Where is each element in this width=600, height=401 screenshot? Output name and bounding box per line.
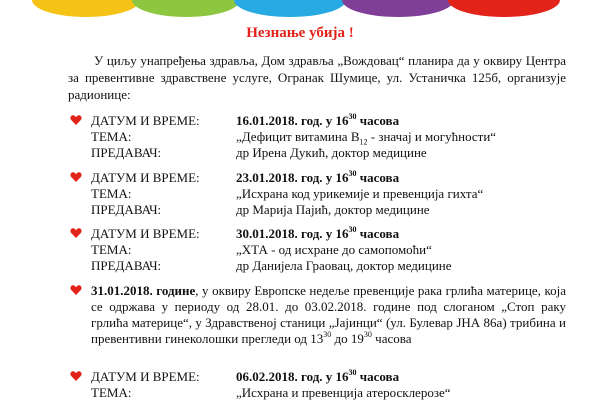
- green-blob: [132, 0, 240, 17]
- topic-label: ТЕМА:: [91, 186, 132, 201]
- session-lecturer: др Марија Пајић, доктор медицине: [236, 202, 430, 217]
- headline: Незнање убија !: [246, 25, 354, 41]
- purple-blob: [342, 0, 454, 17]
- session-topic: „ХТА - од исхране до самопомоћи“: [236, 242, 432, 257]
- date-time-label: ДАТУМ И ВРЕМЕ:: [91, 369, 200, 384]
- intro-paragraph: [68, 52, 566, 103]
- event-paragraph: [70, 283, 566, 347]
- heart-bullet-icon: [70, 114, 82, 126]
- intro-text: У циљу унапређења здравља, Дом здравља „Вождовац“ планира да у оквиру Центра за превентивне здравствене услуге, Огранак Шумице, ул. Устаничка 125б, организује радионице:: [68, 53, 566, 102]
- event-text: 31.01.2018. године, у оквиру Европске недеље превенције рака грлића материце, која се одржава у периоду од 28.01. до 03.02.2018. године под слоганом „Стоп раку грлића материце“, у Здравственој станици „Јајинци“ (ул. Булевар ЈНА 86а) трибина и превентивни гинеколошки прегледи од $13^{30}$ до $19^{30}$ часова: [91, 283, 566, 346]
- session-topic: „Исхрана код урикемије и превенција гихта“: [236, 186, 484, 201]
- topic-label: ТЕМА:: [91, 242, 132, 257]
- lecturer-label: ПРЕДАВАЧ:: [91, 202, 162, 217]
- topic-label: ТЕМА:: [91, 385, 132, 400]
- header-color-blobs: [0, 0, 600, 20]
- topic-label: ТЕМА:: [91, 129, 132, 144]
- date-time-label: ДАТУМ И ВРЕМЕ:: [91, 226, 200, 241]
- session-topic: „Исхрана и превенција атеросклерозе“: [236, 385, 451, 400]
- lecturer-label: ПРЕДАВАЧ:: [91, 145, 162, 160]
- heart-bullet-icon: [70, 370, 82, 382]
- session-lecturer: др Данијела Граовац, доктор медицине: [236, 258, 452, 273]
- session-date: 30.01.2018. год. у $16^{30}$ часова: [236, 224, 400, 241]
- session-lecturer: др Ирена Дукић, доктор медицине: [236, 145, 427, 160]
- session-date: 23.01.2018. год. у $16^{30}$ часова: [236, 168, 400, 185]
- session-date: 06.02.2018. год. у $16^{30}$ часова: [236, 367, 400, 384]
- session-topic: „Дефицит витамина $B_{12}$ - значај и могућности“: [236, 129, 497, 147]
- blue-blob: [234, 0, 346, 17]
- heart-bullet-icon: [70, 171, 82, 183]
- lecturer-label: ПРЕДАВАЧ:: [91, 258, 162, 273]
- event-date: 31.01.2018. године: [91, 283, 196, 298]
- yellow-blob: [32, 0, 140, 17]
- heart-bullet-icon: [70, 284, 82, 296]
- heart-bullet-icon: [70, 227, 82, 239]
- session-date: 16.01.2018. год. у $16^{30}$ часова: [236, 111, 400, 128]
- red-blob: [448, 0, 560, 17]
- date-time-label: ДАТУМ И ВРЕМЕ:: [91, 170, 200, 185]
- date-time-label: ДАТУМ И ВРЕМЕ:: [91, 113, 200, 128]
